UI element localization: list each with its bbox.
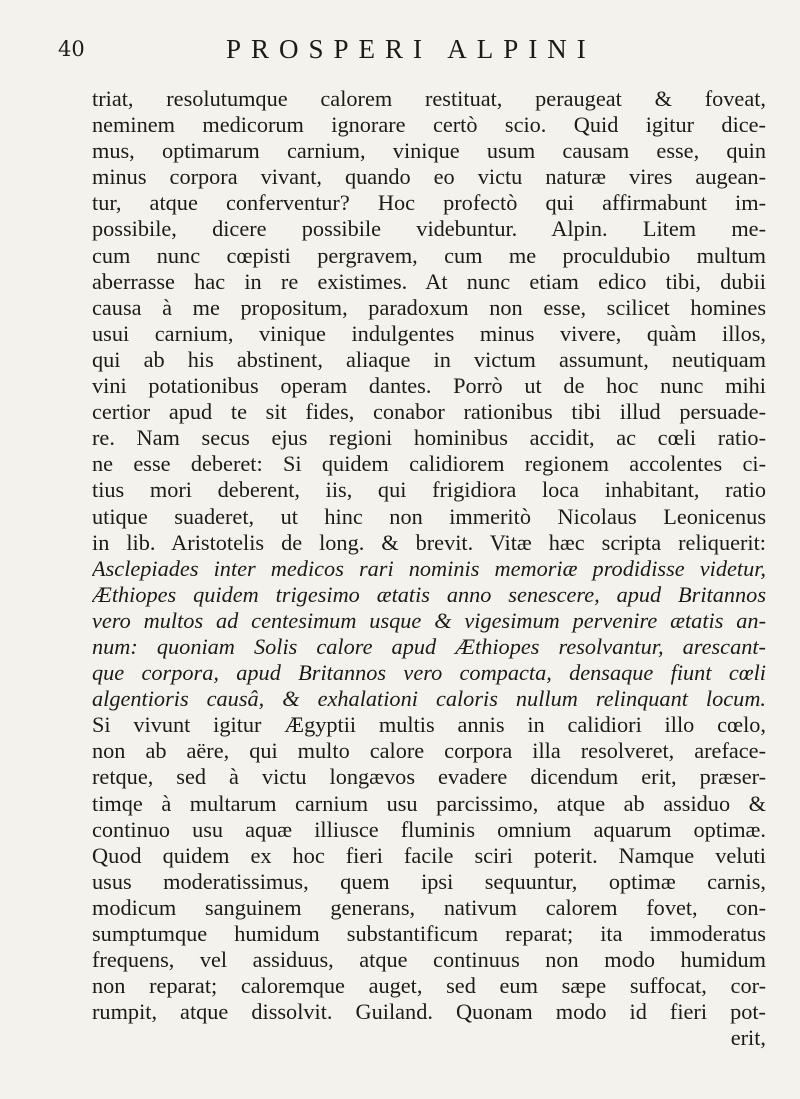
text-segment: timqe à multarum carnium usu parcissimo, atque ab assiduo & [92, 790, 766, 816]
text-line [92, 843, 766, 869]
text-line [92, 608, 766, 634]
text-line [92, 321, 766, 347]
text-segment: cum nunc cœpisti pergravem, cum me proculdubio multum [92, 242, 766, 268]
text-line [92, 764, 766, 790]
text-segment: Asclepiades inter medicos rari nominis memoriæ prodidisse videtur, [92, 555, 766, 581]
text-line [92, 791, 766, 817]
text-line [92, 373, 766, 399]
text-line [92, 895, 766, 921]
text-line [92, 817, 766, 843]
text-line [92, 269, 766, 295]
text-line [92, 921, 766, 947]
text-segment: neminem medicorum ignorare certò scio. Quid igitur dice- [92, 112, 766, 138]
text-line [92, 712, 766, 738]
text-segment: usus moderatissimus, quem ipsi sequuntur, optimæ carnis, [92, 868, 766, 894]
text-line [92, 660, 766, 686]
text-segment: aberrasse hac in re existimes. At nunc etiam edico tibi, dubii [92, 268, 766, 294]
text-line [92, 1025, 766, 1051]
text-segment: Quod quidem ex hoc fieri facile sciri poterit. Namque veluti [92, 842, 766, 868]
text-line [92, 164, 766, 190]
text-segment: non ab aëre, qui multo calore corpora illa resolveret, areface- [92, 738, 766, 764]
text-segment: sumptumque humidum substantificum reparat; ita immoderatus [92, 921, 766, 946]
text-line [92, 869, 766, 895]
text-segment: Si vivunt igitur Ægyptii multis annis in calidiori illo cœlo, [92, 712, 766, 738]
text-line [92, 477, 766, 503]
text-segment: vini potationibus operam dantes. Porrò ut de hoc nunc mihi [92, 373, 766, 399]
text-segment: tur, atque conferventur? Hoc profectò qui affirmabunt im- [92, 190, 766, 216]
text-line [92, 86, 766, 112]
text-line [92, 686, 766, 712]
text-segment: num: quoniam Solis calore apud Æthiopes resolvantur, arescant- [92, 633, 766, 659]
text-segment: ne esse deberet: Si quidem calidiorem regionem accolentes ci- [92, 451, 766, 477]
text-line [92, 738, 766, 764]
text-line [92, 138, 766, 164]
text-segment: continuo usu aquæ illiusce fluminis omnium aquarum optimæ. [92, 816, 766, 842]
text-line [92, 216, 766, 242]
text-line [92, 556, 766, 582]
text-line [92, 347, 766, 373]
text-line [92, 999, 766, 1025]
text-segment: mus, optimarum carnium, vinique usum causam esse, quin [92, 138, 766, 164]
text-segment: qui ab his abstinent, aliaque in victum assumunt, neutiquam [92, 346, 766, 372]
text-segment: causa à me propositum, paradoxum non esse, scilicet homines [92, 294, 766, 320]
text-line [92, 582, 766, 608]
text-segment: rumpit, atque dissolvit. Guiland. Quonam modo id fieri pot- [92, 999, 766, 1025]
text-line [92, 112, 766, 138]
body-text [92, 86, 766, 1051]
text-segment: vero multos ad centesimum usque & vigesimum pervenire ætatis an- [92, 607, 766, 633]
text-segment: triat, resolutumque calorem restituat, peraugeat & foveat, [92, 86, 766, 111]
text-line [92, 295, 766, 321]
text-segment: Æthiopes quidem trigesimo ætatis anno senescere, apud Britannos [92, 581, 766, 607]
text-line [92, 243, 766, 269]
text-segment: non reparat; caloremque auget, sed eum sæpe suffocat, cor- [92, 973, 766, 999]
text-line [92, 504, 766, 530]
text-line [92, 451, 766, 477]
text-line [92, 634, 766, 660]
text-line [92, 190, 766, 216]
text-segment: que corpora, apud Britannos vero compacta, densaque fiunt cœli [92, 660, 766, 686]
text-segment: erit, [730, 1025, 766, 1051]
running-head [58, 34, 698, 70]
text-segment: utique suaderet, ut hinc non immeritò Nicolaus Leonicenus [92, 503, 766, 529]
text-segment: modicum sanguinem generans, nativum calorem fovet, con- [92, 894, 766, 920]
text-line [92, 973, 766, 999]
text-segment: certior apud te sit fides, conabor rationibus tibi illud persuade- [92, 399, 766, 425]
text-segment: possibile, dicere possibile videbuntur. Alpin. Litem me- [92, 216, 766, 242]
text-segment: in lib. Aristotelis de long. & brevit. Vitæ hæc scripta reliquerit: [92, 529, 766, 555]
text-line [92, 425, 766, 451]
text-segment: retque, sed à victu longævos evadere dicendum erit, præser- [92, 764, 766, 790]
text-line [92, 399, 766, 425]
text-line [92, 947, 766, 973]
page-number: 40 [58, 37, 85, 61]
text-segment: re. Nam secus ejus regioni hominibus accidit, ac cœli ratio- [92, 425, 766, 451]
text-segment: minus corpora vivant, quando eo victu naturæ vires augean- [92, 164, 766, 190]
text-segment: tius mori deberent, iis, qui frigidiora loca inhabitant, ratio [92, 477, 766, 503]
text-segment: frequens, vel assiduus, atque continuus non modo humidum [92, 947, 766, 973]
text-line [92, 530, 766, 556]
text-segment: algentioris causâ, & exhalationi caloris nullum relinquant locum. [92, 686, 766, 712]
text-segment: usui carnium, vinique indulgentes minus vivere, quàm illos, [92, 320, 766, 346]
header-title: PROSPERI ALPINI [226, 34, 596, 64]
